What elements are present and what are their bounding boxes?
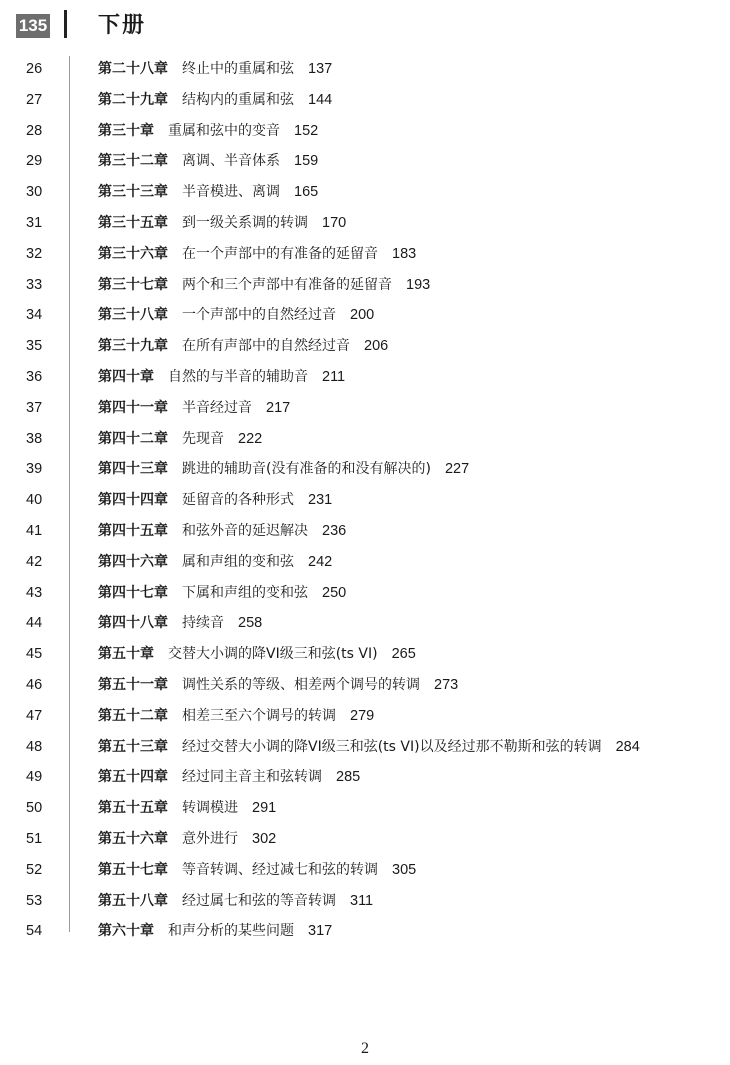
chapter-page: 291 [252, 800, 277, 817]
chapter-page: 211 [322, 368, 346, 385]
chapter-entry [98, 701, 374, 732]
chapter-title: 先现音 [182, 430, 224, 447]
toc-row [0, 886, 730, 917]
chapter-page: 137 [308, 61, 333, 77]
chapter-title: 一个声部中的自然经过音 [182, 307, 336, 324]
toc-row [0, 547, 730, 578]
chapter-title: 属和声组的变和弦 [182, 553, 294, 570]
row-number: 30 [26, 184, 43, 201]
chapter-entry [98, 762, 360, 793]
row-number: 27 [26, 91, 43, 108]
chapter-label: 第四十六章 [98, 553, 168, 570]
chapter-label: 第三十八章 [98, 307, 168, 324]
chapter-label: 第三十五章 [98, 214, 168, 231]
chapter-label: 第五十章 [98, 646, 154, 663]
chapter-page: 165 [294, 184, 319, 201]
row-number: 33 [26, 276, 43, 293]
chapter-page: 284 [615, 738, 640, 755]
toc-row [0, 701, 730, 732]
chapter-label: 第四十一章 [98, 399, 168, 416]
toc-row [0, 732, 730, 763]
toc-row [0, 824, 730, 855]
chapter-page: 217 [266, 399, 291, 416]
chapter-entry [98, 116, 318, 147]
toc-row [0, 639, 730, 670]
chapter-title: 相差三至六个调号的转调 [182, 707, 336, 724]
chapter-label: 第二十九章 [98, 91, 168, 108]
chapter-title: 跳进的辅助音(没有准备的和没有解决的) [182, 461, 431, 478]
chapter-label: 第四十二章 [98, 430, 168, 447]
toc-row [0, 208, 730, 239]
row-number: 42 [26, 553, 43, 570]
chapter-title: 离调、半音体系 [182, 153, 280, 170]
chapter-title: 结构内的重属和弦 [182, 91, 294, 108]
row-number: 36 [26, 368, 43, 385]
toc-row [0, 454, 730, 485]
chapter-title: 转调模进 [182, 800, 238, 817]
toc-row [0, 485, 730, 516]
chapter-label: 第三十九章 [98, 338, 168, 355]
chapter-entry [98, 300, 374, 331]
chapter-title: 终止中的重属和弦 [182, 61, 294, 77]
chapter-page: 170 [322, 214, 347, 231]
chapter-page: 200 [350, 307, 375, 324]
chapter-entry [98, 855, 416, 886]
toc-row [0, 146, 730, 177]
chapter-entry [98, 639, 416, 670]
chapter-label: 第三十七章 [98, 276, 168, 293]
chapter-page: 222 [238, 430, 263, 447]
chapter-title: 意外进行 [182, 830, 238, 847]
chapter-entry [98, 670, 458, 701]
chapter-page: 258 [238, 615, 263, 632]
chapter-title: 等音转调、经过减七和弦的转调 [182, 861, 378, 878]
section-title: 下册 [98, 13, 147, 38]
chapter-entry [98, 177, 318, 208]
chapter-entry [98, 239, 416, 270]
row-number: 31 [26, 214, 43, 231]
chapter-label: 第四十五章 [98, 522, 168, 539]
row-number: 50 [26, 800, 43, 817]
row-number: 48 [26, 738, 43, 755]
chapter-entry [98, 393, 290, 424]
row-number: 38 [26, 430, 43, 447]
toc-row [0, 578, 730, 609]
chapter-title: 和声分析的某些问题 [168, 923, 294, 940]
chapter-entry [98, 454, 469, 485]
chapter-page: 152 [294, 122, 319, 139]
chapter-title: 经过属七和弦的等音转调 [182, 892, 336, 909]
chapter-title: 调性关系的等级、相差两个调号的转调 [182, 676, 420, 693]
row-number: 51 [26, 830, 43, 847]
chapter-label: 第五十八章 [98, 892, 168, 909]
chapter-label: 第四十章 [98, 368, 154, 385]
chapter-entry [98, 578, 346, 609]
chapter-entry [98, 424, 262, 455]
row-number: 29 [26, 153, 43, 170]
chapter-title: 半音模进、离调 [182, 184, 280, 201]
row-number: 43 [26, 584, 43, 601]
chapter-page: 279 [350, 707, 375, 724]
chapter-page: 265 [391, 646, 416, 663]
chapter-entry [98, 732, 640, 763]
row-number: 45 [26, 646, 43, 663]
chapter-entry [98, 331, 388, 362]
toc-row [0, 670, 730, 701]
row-number: 26 [26, 61, 43, 77]
chapter-entry [98, 85, 332, 116]
row-number: 52 [26, 861, 43, 878]
toc-row [0, 762, 730, 793]
toc-row [0, 270, 730, 301]
row-number: 37 [26, 399, 43, 416]
row-number: 47 [26, 707, 43, 724]
toc-row [0, 54, 730, 85]
chapter-title: 重属和弦中的变音 [168, 122, 280, 139]
chapter-page: 236 [322, 522, 347, 539]
chapter-label: 第五十五章 [98, 800, 168, 817]
toc-row [0, 239, 730, 270]
chapter-label: 第四十八章 [98, 615, 168, 632]
chapter-entry [98, 485, 332, 516]
chapter-title: 两个和三个声部中有准备的延留音 [182, 276, 392, 293]
toc-row [0, 177, 730, 208]
chapter-page: 231 [308, 492, 333, 509]
chapter-title: 自然的与半音的辅助音 [168, 368, 308, 385]
row-number: 39 [26, 461, 43, 478]
row-number: 46 [26, 676, 43, 693]
toc-row [0, 362, 730, 393]
chapter-label: 第五十四章 [98, 769, 168, 786]
page-number-badge: 135 [16, 14, 50, 38]
chapter-page: 305 [392, 861, 417, 878]
toc-row [0, 116, 730, 147]
toc-row [0, 331, 730, 362]
toc-row [0, 793, 730, 824]
chapter-entry [98, 270, 430, 301]
row-number: 53 [26, 892, 43, 909]
chapter-label: 第三十二章 [98, 153, 168, 170]
chapter-page: 311 [350, 892, 374, 909]
chapter-label: 第二十八章 [98, 61, 168, 77]
row-number: 28 [26, 122, 43, 139]
chapter-title: 和弦外音的延迟解决 [182, 522, 308, 539]
chapter-title: 延留音的各种形式 [182, 492, 294, 509]
chapter-page: 183 [392, 245, 417, 262]
chapter-entry [98, 886, 373, 917]
chapter-title: 经过同主音主和弦转调 [182, 769, 322, 786]
chapter-label: 第五十六章 [98, 830, 168, 847]
chapter-entry [98, 208, 346, 239]
chapter-title: 在所有声部中的自然经过音 [182, 338, 350, 355]
chapter-entry [98, 793, 276, 824]
chapter-title: 半音经过音 [182, 399, 252, 416]
toc-row [0, 393, 730, 424]
chapter-label: 第五十七章 [98, 861, 168, 878]
toc-row [0, 516, 730, 547]
chapter-entry [98, 824, 276, 855]
chapter-label: 第四十七章 [98, 584, 168, 601]
chapter-label: 第四十四章 [98, 492, 168, 509]
chapter-entry [98, 54, 332, 85]
row-number: 49 [26, 769, 43, 786]
chapter-entry [98, 608, 262, 639]
header-divider [64, 10, 67, 38]
row-number: 32 [26, 245, 43, 262]
chapter-title: 经过交替大小调的降VI级三和弦(ts VI)以及经过那不勒斯和弦的转调 [182, 738, 602, 755]
chapter-page: 285 [336, 769, 361, 786]
chapter-label: 第五十二章 [98, 707, 168, 724]
chapter-page: 302 [252, 830, 277, 847]
chapter-page: 242 [308, 553, 333, 570]
chapter-label: 第五十三章 [98, 738, 168, 755]
toc-row [0, 85, 730, 116]
chapter-page: 206 [364, 338, 389, 355]
toc-row [0, 608, 730, 639]
chapter-label: 第三十章 [98, 122, 154, 139]
row-number: 40 [26, 492, 43, 509]
chapter-title: 持续音 [182, 615, 224, 632]
chapter-label: 第四十三章 [98, 461, 168, 478]
chapter-title: 交替大小调的降VI级三和弦(ts VI) [168, 646, 378, 663]
row-number: 34 [26, 307, 43, 324]
toc-row [0, 916, 730, 947]
toc-row [0, 424, 730, 455]
table-of-contents [0, 54, 730, 947]
chapter-label: 第五十一章 [98, 676, 168, 693]
chapter-title: 到一级关系调的转调 [182, 214, 308, 231]
chapter-label: 第三十六章 [98, 245, 168, 262]
footer-page-number: 2 [361, 1040, 369, 1057]
chapter-page: 273 [434, 676, 459, 693]
chapter-title: 下属和声组的变和弦 [182, 584, 308, 601]
chapter-entry [98, 146, 318, 177]
page-header [0, 0, 730, 44]
chapter-label: 第六十章 [98, 923, 154, 940]
chapter-page: 144 [308, 91, 333, 108]
toc-row [0, 855, 730, 886]
chapter-entry [98, 516, 346, 547]
row-number: 41 [26, 522, 43, 539]
row-number: 35 [26, 338, 43, 355]
chapter-entry [98, 547, 332, 578]
chapter-entry [98, 362, 345, 393]
chapter-page: 227 [444, 461, 470, 478]
row-number: 54 [26, 923, 43, 940]
row-number: 44 [26, 615, 43, 632]
chapter-page: 250 [322, 584, 347, 601]
chapter-entry [98, 916, 332, 947]
toc-row [0, 300, 730, 331]
chapter-page: 317 [308, 923, 333, 940]
chapter-title: 在一个声部中的有准备的延留音 [182, 245, 378, 262]
chapter-page: 159 [294, 153, 319, 170]
chapter-label: 第三十三章 [98, 184, 168, 201]
chapter-page: 193 [406, 276, 431, 293]
